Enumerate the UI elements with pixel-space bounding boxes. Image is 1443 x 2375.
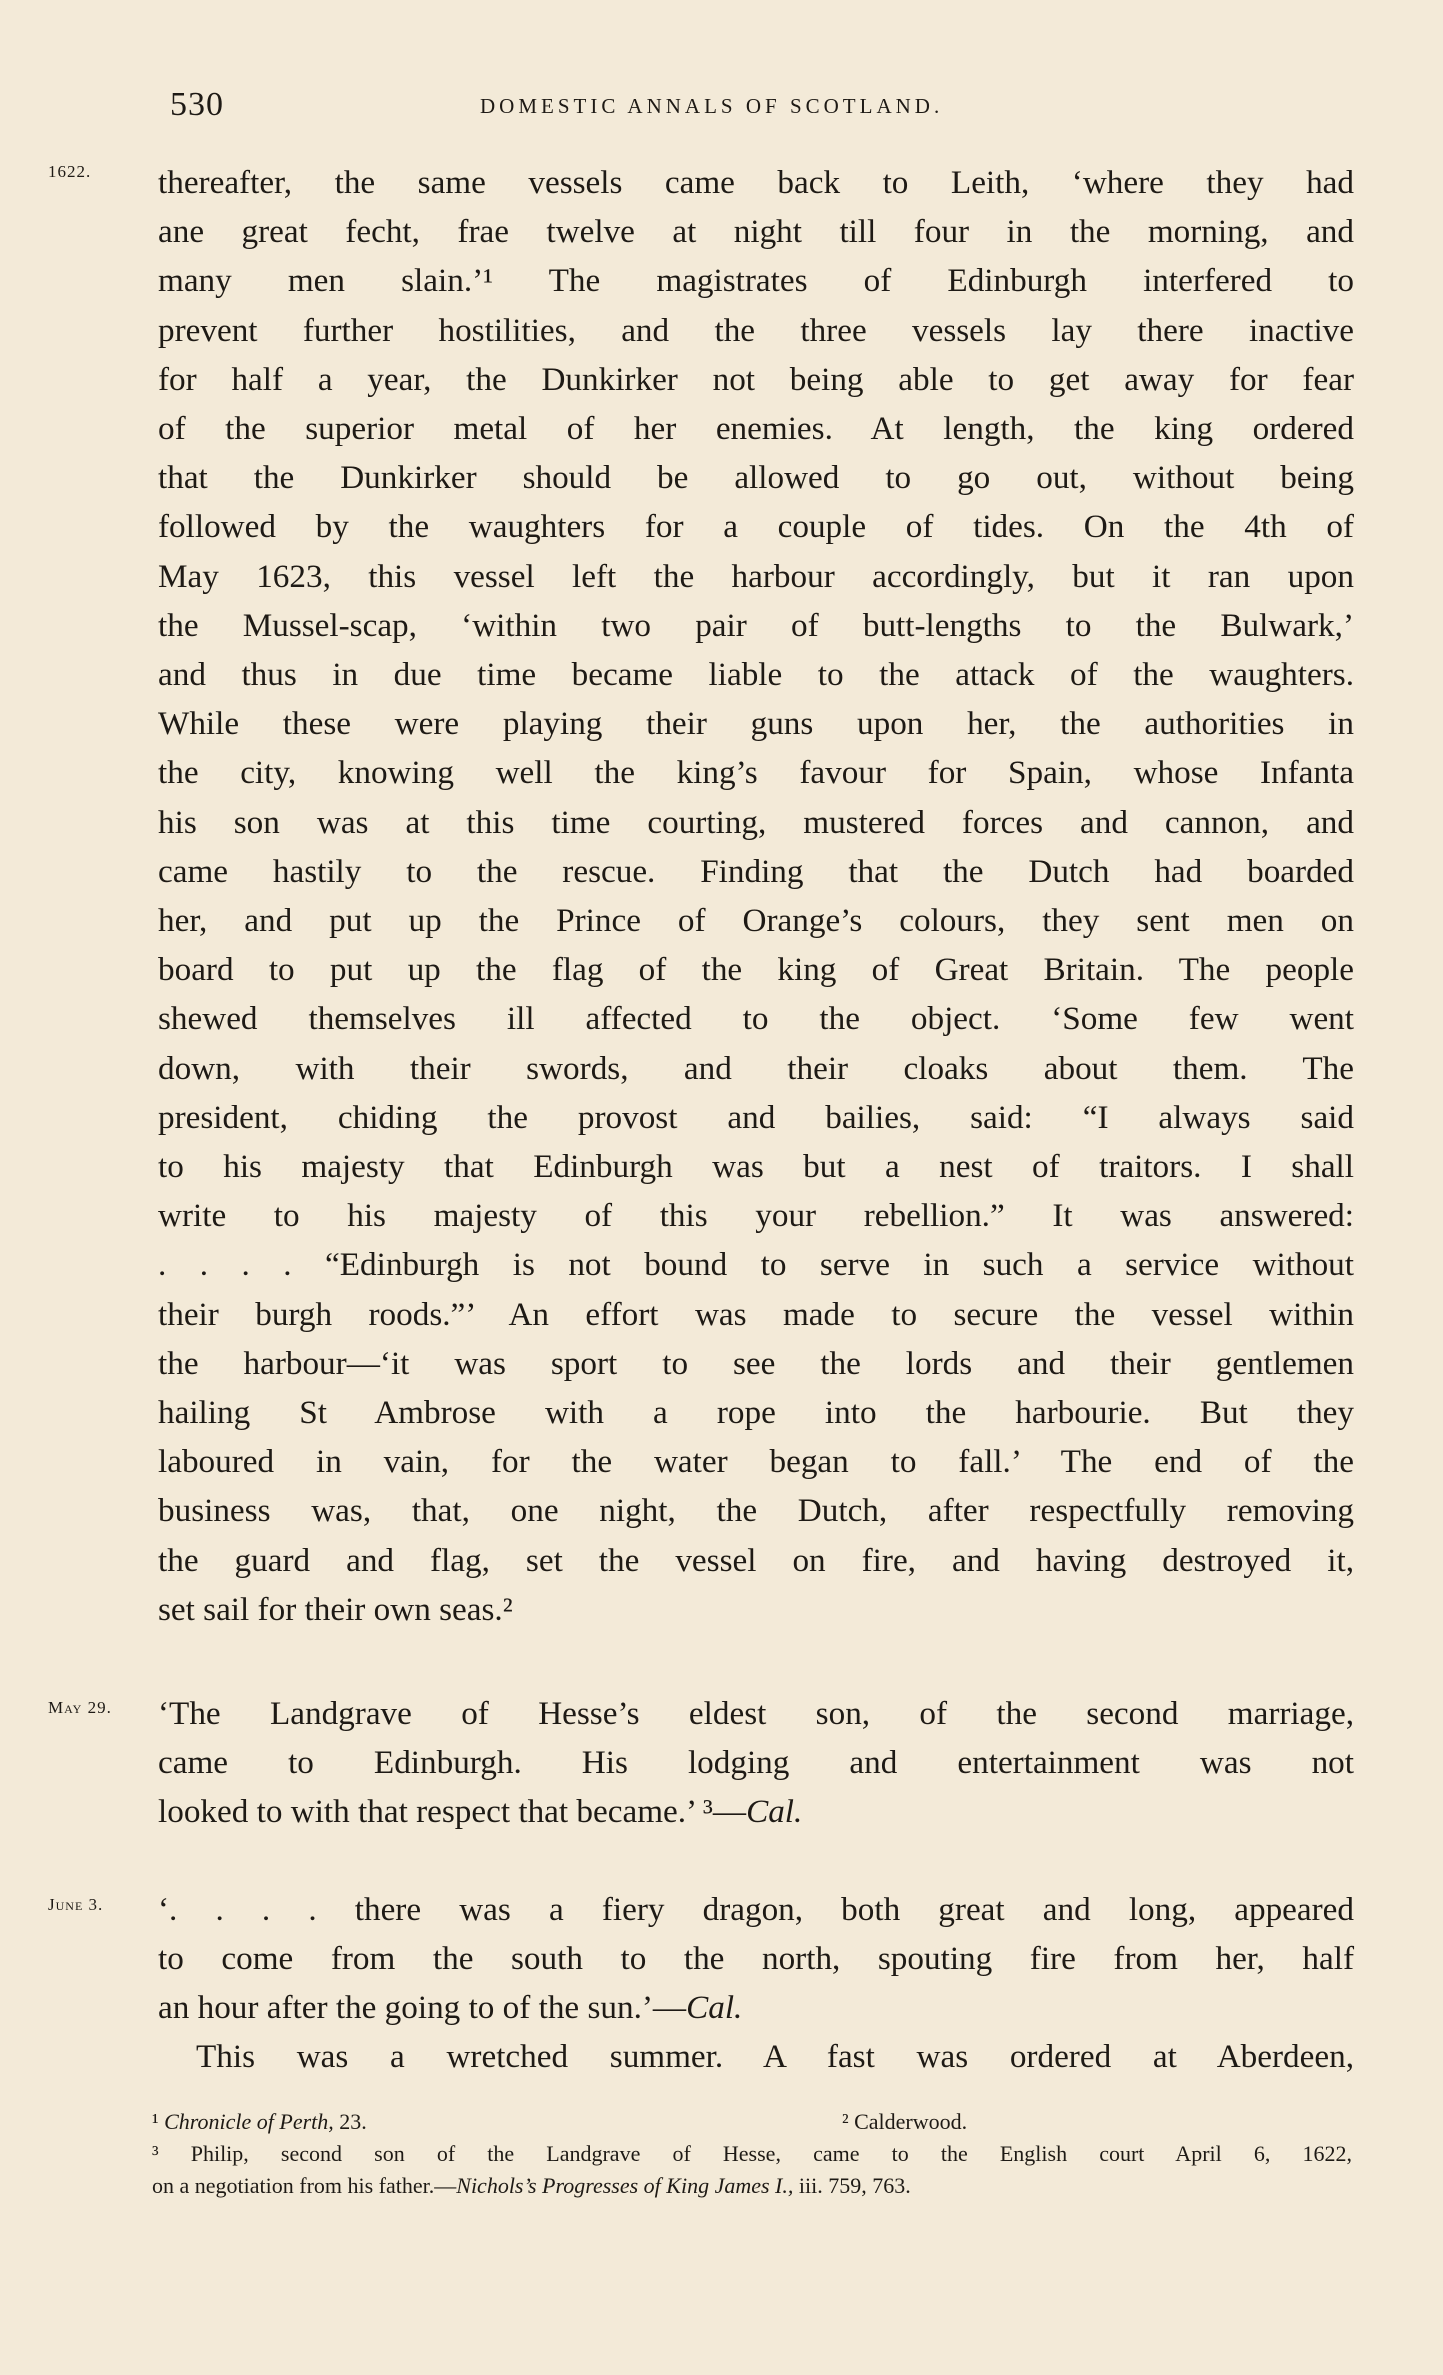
text-line: came hastily to the rescue. Finding that the Dutch had boarded [158, 852, 1354, 890]
text-line: May 1623, this vessel left the harbour accordingly, but it ran upon [158, 557, 1354, 595]
paragraph-1 [158, 158, 1354, 1634]
margin-year: 1622. [48, 162, 92, 181]
footnote-1-title: Chronicle of Perth, [164, 2109, 334, 2134]
text-line: laboured in vain, for the water began to fall.’ The end of the [158, 1443, 1354, 1481]
margin-date-june: June 3. [48, 1895, 104, 1914]
paragraph-3-last [158, 1983, 1354, 2032]
text-line: his son was at this time courting, mustered forces and cannon, and [158, 803, 1354, 841]
page-header [170, 86, 1270, 126]
running-head: DOMESTIC ANNALS OF SCOTLAND. [480, 94, 944, 118]
footnote-3: ³ Philip, second son of the Landgrave of Hesse, came to the English court April 6, 1622, [152, 2141, 1352, 2166]
text-line: and thus in due time became liable to the attack of the waughters. [158, 656, 1354, 694]
text-line: followed by the waughters for a couple of tides. On the 4th of [158, 508, 1354, 546]
text-line: thereafter, the same vessels came back to Leith, ‘where they had [158, 164, 1354, 201]
text-line: to his majesty that Edinburgh was but a nest of traitors. I shall [158, 1148, 1354, 1186]
text-line: hailing St Ambrose with a rope into the harbourie. But they [158, 1394, 1354, 1432]
text-line: of the superior metal of her enemies. At length, the king ordered [158, 410, 1354, 448]
footnote-3-title: Nichols’s Progresses of King James I., [456, 2173, 794, 2198]
footnote-2: ² Calderwood. [842, 2109, 968, 2134]
text-line: ‘. . . . there was a fiery dragon, both great and long, appeared [158, 1891, 1354, 1928]
text-line: board to put up the flag of the king of Great Britain. The people [158, 951, 1354, 989]
text-line: the city, knowing well the king’s favour for Spain, whose Infanta [158, 754, 1354, 792]
text-line: that the Dunkirker should be allowed to go out, without being [158, 459, 1354, 497]
paragraph-3 [158, 1885, 1354, 1983]
text-line: shewed themselves ill affected to the object. ‘Some few went [158, 1000, 1354, 1038]
text-line: This was a wretched summer. A fast was ordered at Aberdeen, [196, 2038, 1354, 2075]
paragraph-4 [158, 2032, 1354, 2081]
text-line: to come from the south to the north, spouting fire from her, half [158, 1940, 1354, 1978]
text-line: down, with their swords, and their cloaks about them. The [158, 1049, 1354, 1087]
text-line: business was, that, one night, the Dutch, after respectfully removing [158, 1492, 1354, 1530]
footnote-row-1 [152, 2106, 1352, 2138]
source-cal: Cal. [746, 1793, 803, 1830]
text-line: came to Edinburgh. His lodging and entertainment was not [158, 1744, 1354, 1782]
text-line: president, chiding the provost and bailies, said: “I always said [158, 1098, 1354, 1136]
text-line: her, and put up the Prince of Orange’s colours, they sent men on [158, 902, 1354, 940]
text-line: . . . . “Edinburgh is not bound to serve in such a service without [158, 1246, 1354, 1284]
paragraph-2-last-line: looked to with that respect that became.’ ³— [158, 1793, 747, 1830]
text-line: While these were playing their guns upon her, the authorities in [158, 705, 1354, 743]
text-line: set sail for their own seas.² [158, 1590, 513, 1628]
paragraph-2 [158, 1689, 1354, 1787]
text-line: write to his majesty of this your rebellion.” It was answered: [158, 1197, 1354, 1235]
footnotes [152, 2106, 1352, 2202]
paragraph-2-last [158, 1787, 1354, 1836]
text-line: the guard and flag, set the vessel on fire, and having destroyed it, [158, 1541, 1354, 1579]
text-line: ane great fecht, frae twelve at night till four in the morning, and [158, 213, 1354, 251]
text-line: ‘The Landgrave of Hesse’s eldest son, of the second marriage, [158, 1695, 1354, 1732]
text-line: prevent further hostilities, and the three vessels lay there inactive [158, 311, 1354, 349]
footnote-1: ¹ Chronicle of Perth, 23. [152, 2109, 367, 2134]
page-number: 530 [170, 86, 224, 123]
text-line: their burgh roods.”’ An effort was made to secure the vessel within [158, 1295, 1354, 1333]
margin-date-may: May 29. [48, 1698, 112, 1717]
text-line: many men slain.’¹ The magistrates of Edinburgh interfered to [158, 262, 1354, 300]
source-cal: Cal. [686, 1989, 743, 2026]
paragraph-3-last-line: an hour after the going to of the sun.’— [158, 1989, 687, 2026]
text-line: the harbour—‘it was sport to see the lords and their gentlemen [158, 1344, 1354, 1382]
text-line: the Mussel-scap, ‘within two pair of butt-lengths to the Bulwark,’ [158, 606, 1354, 644]
text-line: for half a year, the Dunkirker not being able to get away for fear [158, 360, 1354, 398]
footnote-3-continued: on a negotiation from his father.—Nichols’s Progresses of King James I., iii. 759, 763. [152, 2173, 911, 2198]
